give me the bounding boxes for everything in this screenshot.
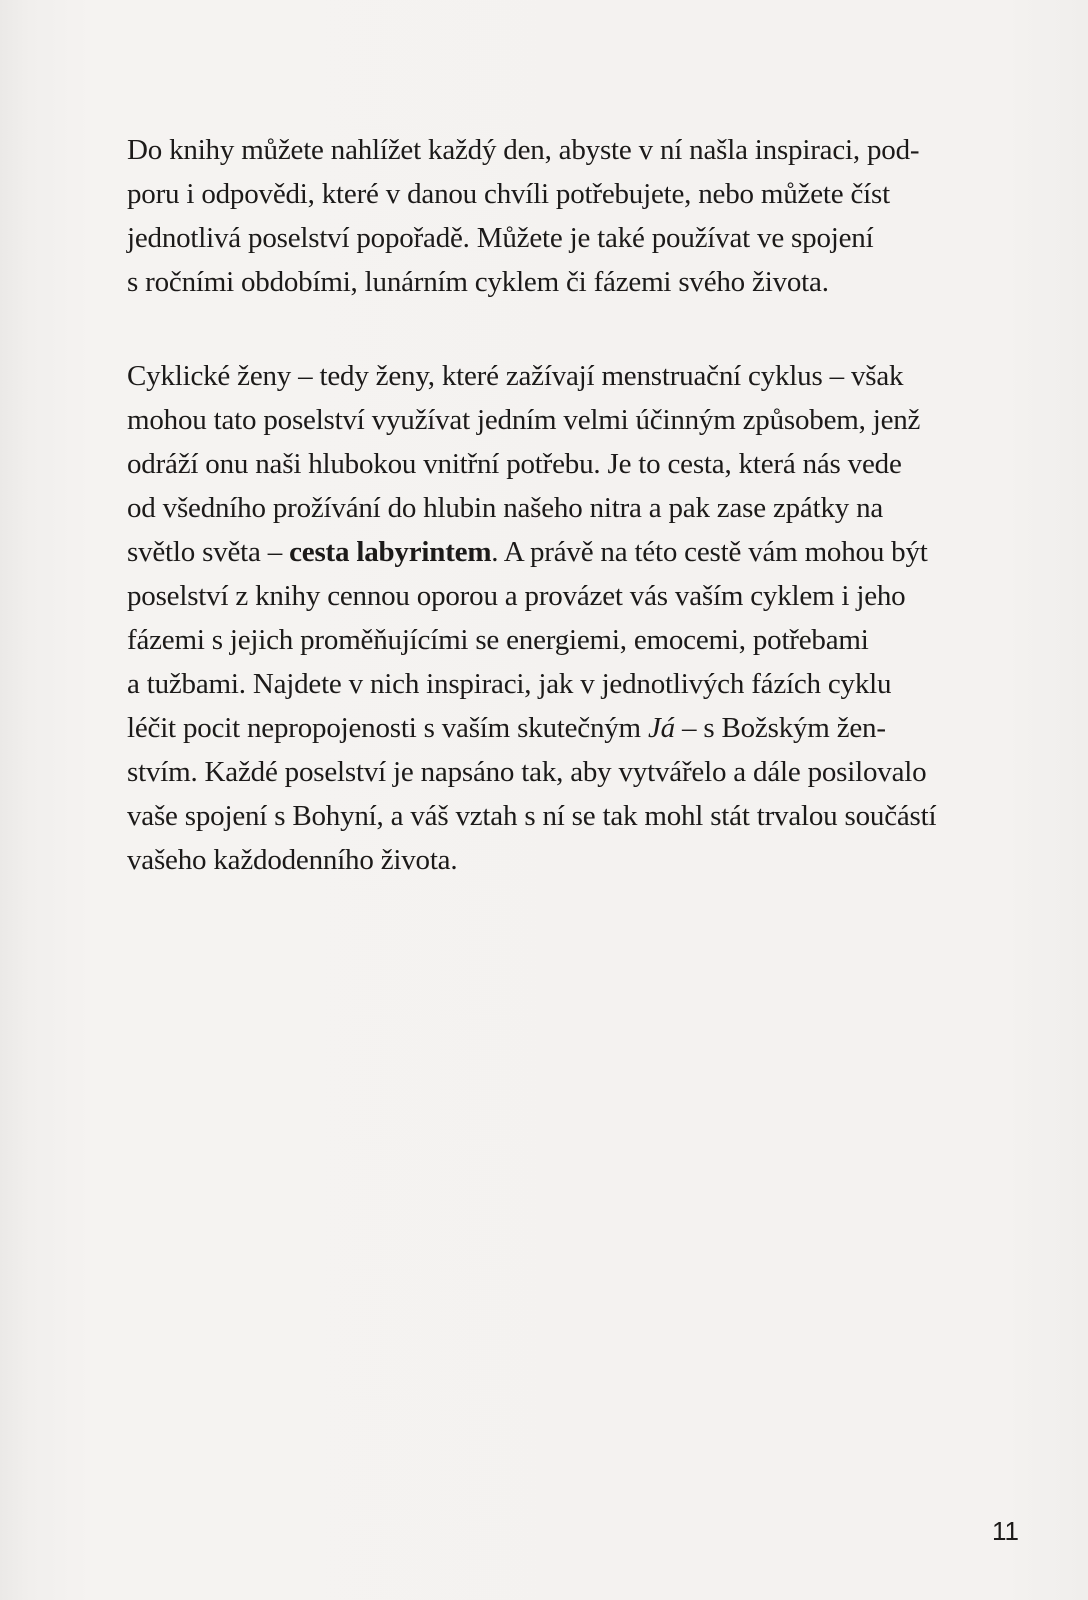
text-line: poru i odpovědi, které v danou chvíli potřebujete, nebo můžete číst — [127, 178, 890, 210]
text-segment: . A právě na této cestě vám mohou být — [491, 536, 928, 568]
text-line: Do knihy můžete nahlížet každý den, abyste v ní našla inspiraci, pod- — [127, 134, 920, 166]
text-line: jednotlivá poselství popořadě. Můžete je také používat ve spojení — [127, 222, 874, 254]
text-line: Cyklické ženy – tedy ženy, které zažívají menstruační cyklus – však — [127, 360, 904, 392]
text-line: odráží onu naši hlubokou vnitřní potřebu. Je to cesta, která nás vede — [127, 448, 902, 480]
text-line: stvím. Každé poselství je napsáno tak, aby vytvářelo a dále posilovalo — [127, 756, 927, 788]
text-segment: léčit pocit nepropojenosti s vaším skutečným — [127, 712, 648, 744]
text-segment: – s Božským žen- — [674, 712, 886, 744]
bold-phrase: cesta labyrintem — [289, 536, 492, 568]
text-line: poselství z knihy cennou oporou a provázet vás vaším cyklem i jeho — [127, 580, 906, 612]
page-number: 11 — [992, 1516, 1019, 1546]
text-line: a tužbami. Najdete v nich inspiraci, jak v jednotlivých fázích cyklu — [127, 668, 892, 700]
text-line: mohou tato poselství využívat jedním velmi účinným způsobem, jenž — [127, 404, 921, 436]
text-line: s ročními obdobími, lunárním cyklem či fázemi svého života. — [127, 266, 829, 298]
text-line: vašeho každodenního života. — [127, 844, 458, 876]
paragraph-2 — [127, 354, 1003, 882]
text-line: fázemi s jejich proměňujícími se energiemi, emocemi, potřebami — [127, 624, 869, 656]
text-segment: světlo světa – — [127, 536, 290, 568]
italic-word: Já — [647, 712, 675, 744]
text-line: vaše spojení s Bohyní, a váš vztah s ní se tak mohl stát trvalou součástí — [127, 800, 937, 832]
text-line — [127, 530, 1003, 574]
text-line — [127, 706, 1003, 750]
text-line: od všedního prožívání do hlubin našeho nitra a pak zase zpátky na — [127, 492, 884, 524]
paragraph-1 — [127, 128, 1003, 304]
